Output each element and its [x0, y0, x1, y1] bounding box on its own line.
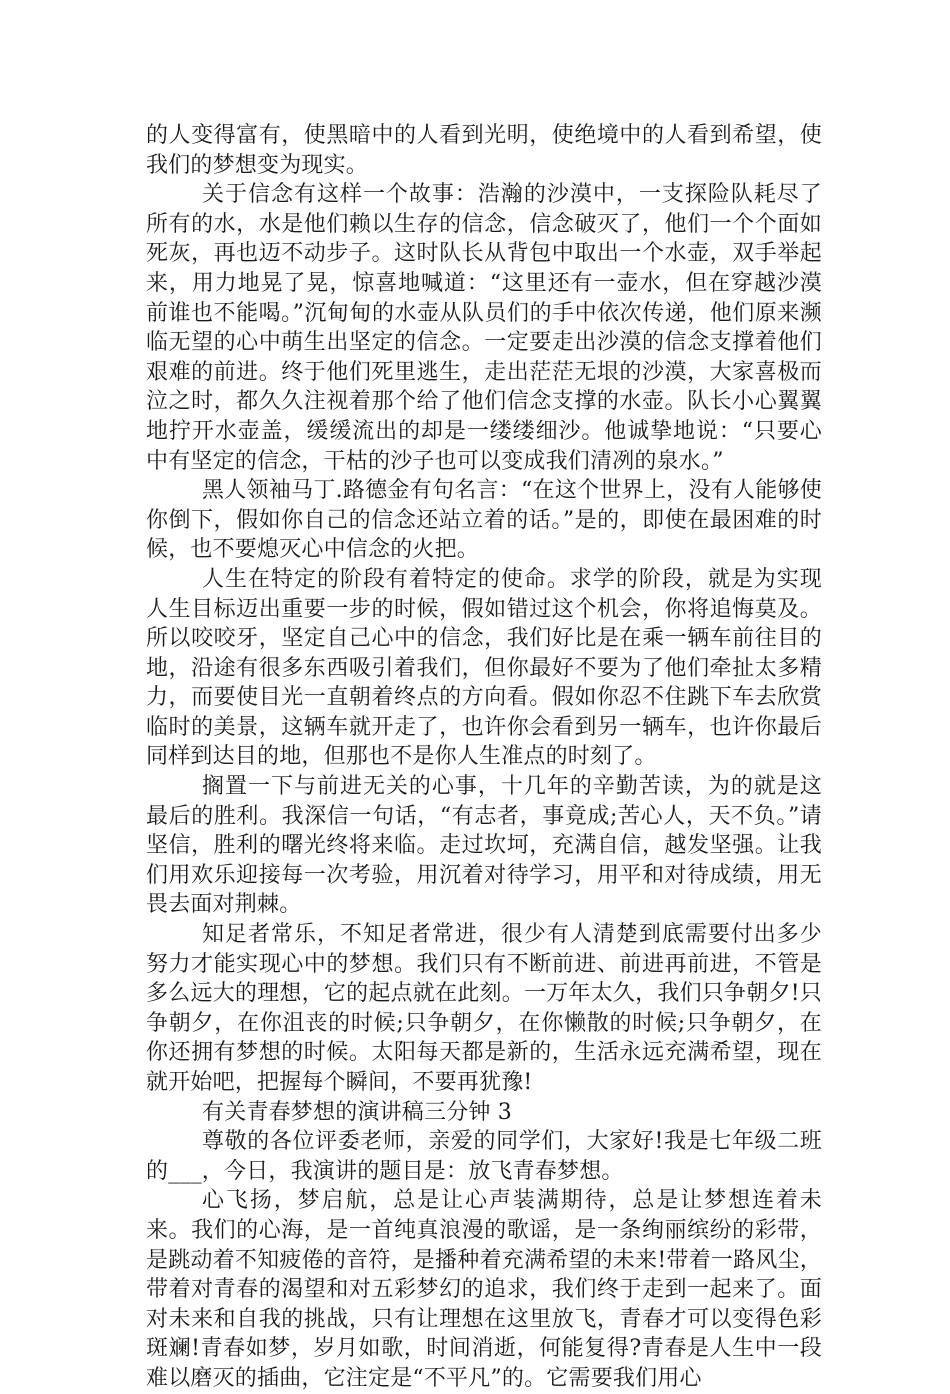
- paragraph-7: 尊敬的各位评委老师，亲爱的同学们，大家好!我是七年级二班的___，今日，我演讲的题目是：放飞青春梦想。: [146, 1129, 822, 1184]
- paragraph-5: 搁置一下与前进无关的心事，十几年的辛勤苦读，为的就是这最后的胜利。我深信一句话，“有志者，事竟成;苦心人，天不负。”请坚信，胜利的曙光终将来临。走过坎坷，充满自信，越发坚强。让我们用欢乐迎接每一次考验，用沉着对待学习，用平和对待成绩，用无畏去面对荆棘。: [146, 774, 822, 918]
- document-body: [146, 121, 822, 1394]
- paragraph-3: 黑人领袖马丁.路德金有句名言：“在这个世界上，没有人能够使你倒下，假如你自己的信念还站立着的话。”是的，即使在最困难的时候，也不要熄灭心中信念的火把。: [146, 478, 822, 563]
- paragraph-1: 的人变得富有，使黑暗中的人看到光明，使绝境中的人看到希望，使我们的梦想变为现实。: [146, 123, 822, 178]
- paragraph-8: 心飞扬，梦启航，总是让心声装满期待，总是让梦想连着未来。我们的心海，是一首纯真浪漫的歌谣，是一条绚丽缤纷的彩带，是跳动着不知疲倦的音符，是播种着充满希望的未来!带着一路风尘，带着对青春的渴望和对五彩梦幻的追求，我们终于走到一起来了。面对未来和自我的挑战，只有让理想在这里放飞，青春才可以变得色彩斑斓!青春如梦，岁月如歌，时间消逝，何能复得?青春是人生中一段难以磨灭的插曲，它注定是“不平凡”的。它需要我们用心: [146, 1188, 822, 1391]
- paragraph-6: 知足者常乐，不知足者常进，很少有人清楚到底需要付出多少努力才能实现心中的梦想。我们只有不断前进、前进再前进，不管是多么远大的理想，它的起点就在此刻。一万年太久，我们只争朝夕!只争朝夕，在你沮丧的时候;只争朝夕，在你懒散的时候;只争朝夕，在你还拥有梦想的时候。太阳每天都是新的，生活永远充满希望，现在就开始吧，把握每个瞬间，不要再犹豫!: [146, 922, 822, 1095]
- section-heading: 有关青春梦想的演讲稿三分钟 3: [202, 1099, 512, 1125]
- paragraph-4: 人生在特定的阶段有着特定的使命。求学的阶段，就是为实现人生目标迈出重要一步的时候，假如错过这个机会，你将追悔莫及。所以咬咬牙，坚定自己心中的信念，我们好比是在乘一辆车前往目的地，沿途有很多东西吸引着我们，但你最好不要为了他们牵扯太多精力，而要使目光一直朝着终点的方向看。假如你忍不住跳下车去欣赏临时的美景，这辆车就开走了，也许你会看到另一辆车，也许你最后同样到达目的地，但那也不是你人生准点的时刻了。: [146, 566, 822, 770]
- paragraph-2: 关于信念有这样一个故事：浩瀚的沙漠中，一支探险队耗尽了所有的水，水是他们赖以生存的信念，信念破灭了，他们一个个面如死灰，再也迈不动步子。这时队长从背包中取出一个水壶，双手举起来，用力地晃了晃，惊喜地喊道：“这里还有一壶水，但在穿越沙漠前谁也不能喝。”沉甸甸的水壶从队员们的手中依次传递，他们原来濒临无望的心中萌生出坚定的信念。一定要走出沙漠的信念支撑着他们艰难的前进。终于他们死里逃生，走出茫茫无垠的沙漠，大家喜极而泣之时，都久久注视着那个给了他们信念支撑的水壶。队长小心翼翼地拧开水壶盖，缓缓流出的却是一缕缕细沙。他诚挚地说：“只要心中有坚定的信念，干枯的沙子也可以变成我们清冽的泉水。”: [146, 182, 822, 474]
